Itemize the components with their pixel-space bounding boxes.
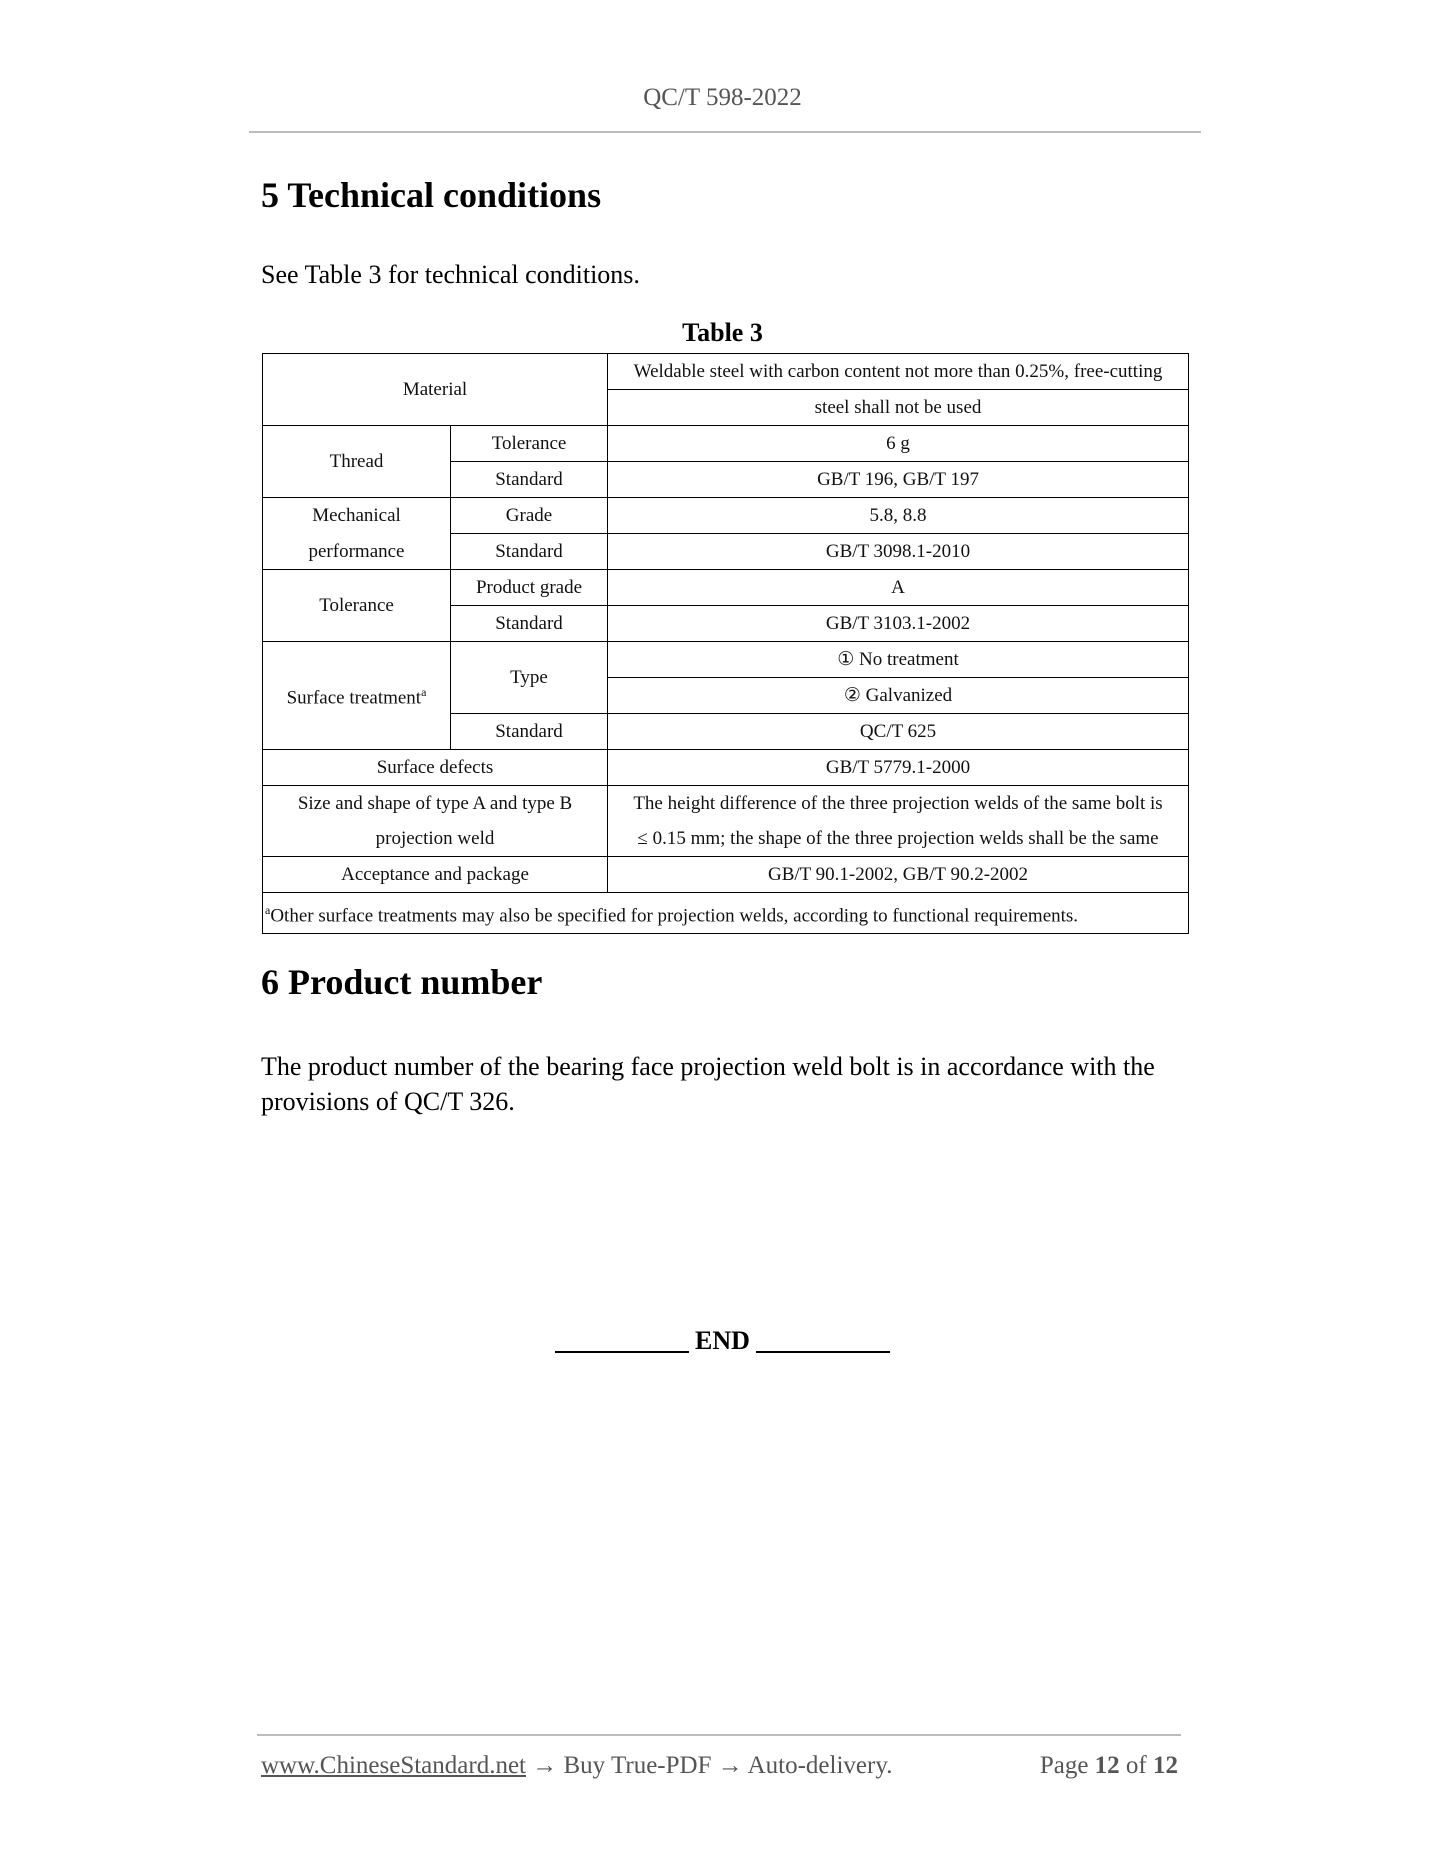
acceptance-label: Acceptance and package (263, 857, 608, 893)
page-indicator (1040, 1752, 1178, 1780)
footnote-mark: a (265, 903, 271, 917)
of-word: of (1125, 1752, 1147, 1779)
footnote-text: Other surface treatments may also be specified for projection welds, according to functional requirements. (270, 905, 1079, 927)
thread-tolerance-value: 6 g (608, 426, 1189, 462)
surface-treatment-label-cell (263, 642, 451, 750)
mechanical-standard-value: GB/T 3098.1-2010 (608, 534, 1189, 570)
document-header-code: QC/T 598-2022 (643, 84, 802, 111)
surface-standard-label: Standard (451, 714, 608, 750)
section-5-intro: See Table 3 for technical conditions. (261, 260, 640, 289)
page-total: 12 (1153, 1752, 1178, 1779)
table-row (263, 570, 1189, 606)
table-row (263, 750, 1189, 786)
end-rule-right (756, 1351, 890, 1353)
mechanical-grade-value: 5.8, 8.8 (608, 498, 1189, 534)
weld-value-line1: The height difference of the three projection welds of the same bolt is (608, 786, 1189, 822)
table-row (263, 534, 1189, 570)
section-6-text: The product number of the bearing face projection weld bolt is in accordance with the provisions of QC/T 326. (261, 1052, 1155, 1116)
end-marker (0, 1326, 1445, 1356)
tolerance-standard-value: GB/T 3103.1-2002 (608, 606, 1189, 642)
surface-defects-value: GB/T 5779.1-2000 (608, 750, 1189, 786)
page-word: Page (1039, 1752, 1089, 1779)
acceptance-value: GB/T 90.1-2002, GB/T 90.2-2002 (608, 857, 1189, 893)
surface-type-value1: ① No treatment (608, 642, 1189, 678)
footer-links (261, 1752, 892, 1780)
buy-true-pdf-text: Buy True-PDF (563, 1752, 712, 1779)
material-label-cell: Material (263, 354, 608, 426)
section-6-heading: 6 Product number (261, 962, 543, 1002)
weld-label-line1: Size and shape of type A and type B (263, 786, 608, 822)
table-row (263, 857, 1189, 893)
mechanical-label-line1: Mechanical (263, 498, 451, 534)
material-value-line2: steel shall not be used (608, 390, 1189, 426)
surface-standard-value: QC/T 625 (608, 714, 1189, 750)
tolerance-grade-label: Product grade (451, 570, 608, 606)
thread-standard-value: GB/T 196, GB/T 197 (608, 462, 1189, 498)
table-row (263, 893, 1189, 934)
table-row (263, 786, 1189, 822)
auto-delivery-text: Auto-delivery. (747, 1752, 893, 1779)
tolerance-grade-value: A (608, 570, 1189, 606)
technical-conditions-table (262, 353, 1189, 934)
site-link[interactable]: www.ChineseStandard.net (261, 1752, 526, 1779)
surface-defects-label: Surface defects (263, 750, 608, 786)
end-label: END (695, 1326, 750, 1355)
table-row (263, 498, 1189, 534)
tolerance-standard-label: Standard (451, 606, 608, 642)
thread-standard-label: Standard (451, 462, 608, 498)
mechanical-standard-label: Standard (451, 534, 608, 570)
page-current: 12 (1094, 1752, 1120, 1779)
table-footnote (263, 893, 1189, 934)
header-divider (249, 131, 1201, 133)
thread-tolerance-label: Tolerance (451, 426, 608, 462)
table-row (263, 426, 1189, 462)
table-3-caption: Table 3 (682, 318, 763, 347)
mechanical-label-line2: performance (263, 534, 451, 570)
footer-divider (257, 1734, 1181, 1736)
surface-type-value2: ② Galvanized (608, 678, 1189, 714)
table-row (263, 354, 1189, 390)
end-rule-left (555, 1351, 689, 1353)
table-row (263, 821, 1189, 857)
thread-label-cell: Thread (263, 426, 451, 498)
table-row (263, 642, 1189, 678)
arrow-right-icon: → (717, 1752, 743, 1779)
surface-type-label: Type (451, 642, 608, 714)
tolerance-label-cell: Tolerance (263, 570, 451, 642)
weld-value-line2: ≤ 0.15 mm; the shape of the three projection welds shall be the same (608, 821, 1189, 857)
surface-treatment-label: Surface treatment (286, 687, 422, 709)
material-value-line1: Weldable steel with carbon content not more than 0.25%, free-cutting (608, 354, 1189, 390)
arrow-right-icon: → (532, 1752, 558, 1779)
mechanical-grade-label: Grade (451, 498, 608, 534)
section-5-heading: 5 Technical conditions (261, 175, 602, 215)
weld-label-line2: projection weld (263, 821, 608, 857)
surface-footnote-mark: a (421, 685, 427, 700)
